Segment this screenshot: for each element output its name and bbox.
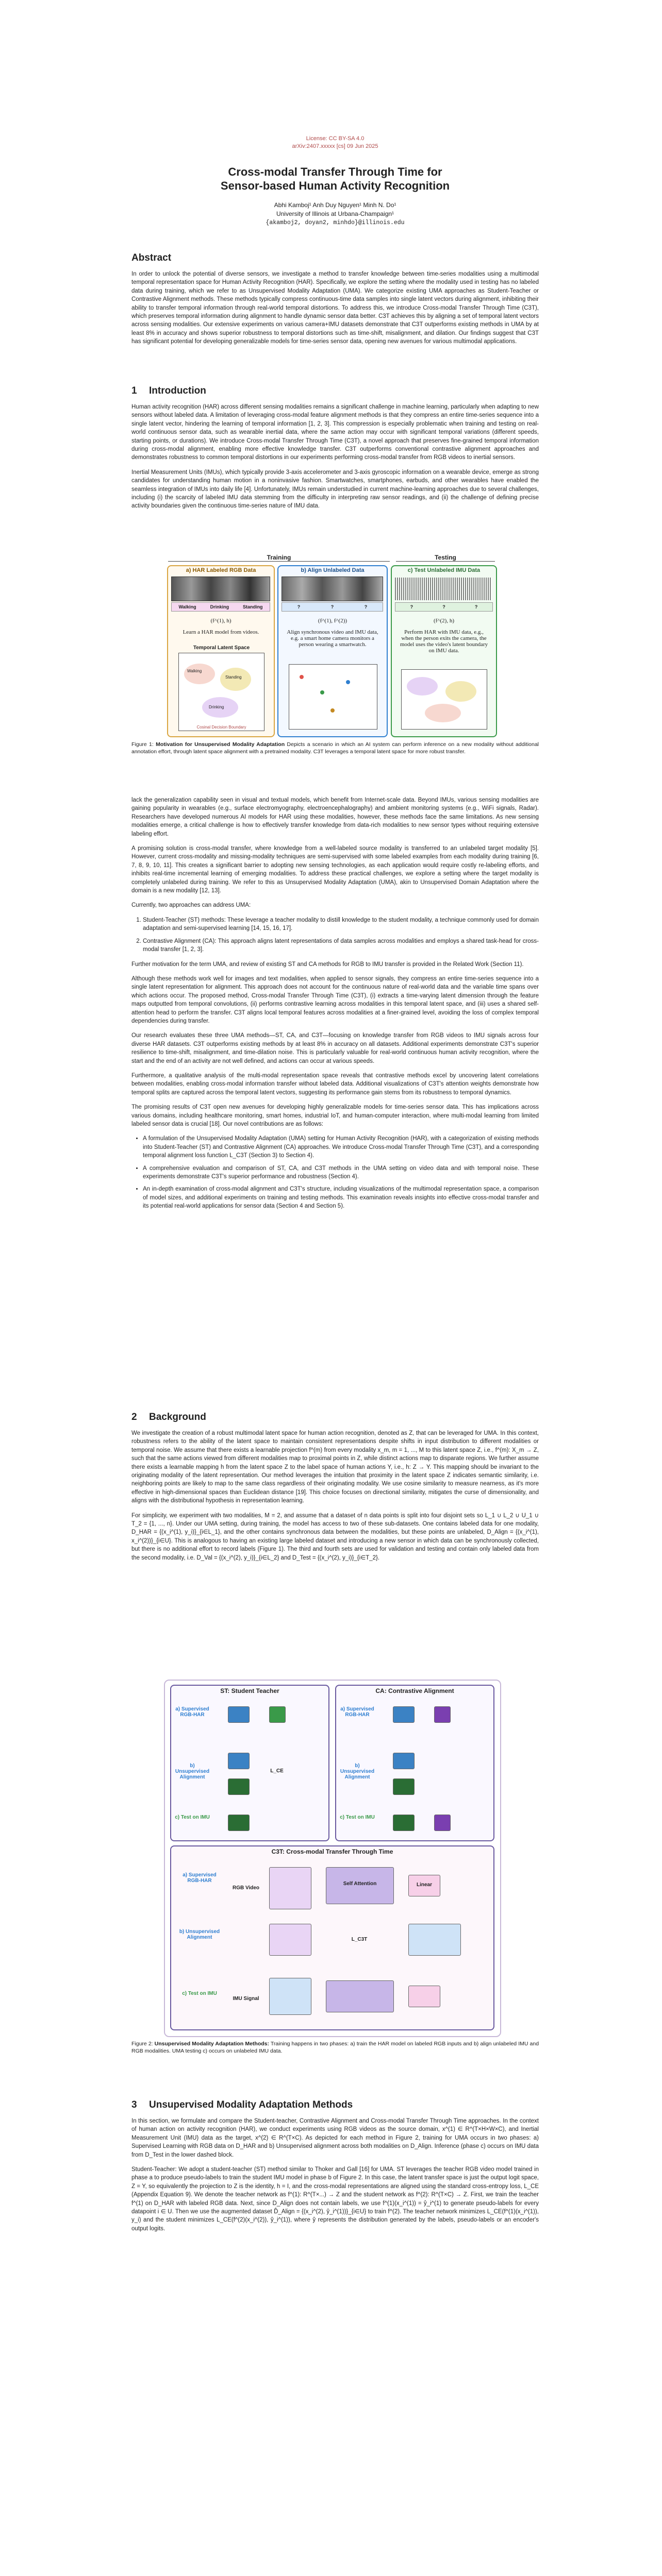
c3t-attention-label: Self Attention <box>343 1881 377 1887</box>
uma-section <box>131 2099 539 2239</box>
contributions-list <box>131 1134 539 1210</box>
c3t-panel <box>170 1845 494 2030</box>
uma-heading-text: Unsupervised Modality Adaptation Methods <box>149 2099 353 2110</box>
ca-title: CA: Contrastive Alignment <box>375 1687 454 1694</box>
c3t-title: C3T: Cross-modal Transfer Through Time <box>271 1848 393 1855</box>
paper-title-line1: Cross-modal Transfer Through Time for <box>228 165 442 178</box>
figure-1 <box>164 554 499 739</box>
abstract-section <box>131 252 539 352</box>
fig1-caption-rest: Depicts a scenario in which an AI system can perform inference on a new modality without additional annotation effort, through latent space alignment with a pretrained modality. C3T leverages a temporal latent space for more robust transfer. <box>131 741 539 755</box>
ca-imu-branch <box>393 1778 415 1795</box>
approaches-list <box>131 916 539 954</box>
label-a-drinking: Drinking <box>210 604 229 609</box>
st-student <box>228 1778 250 1795</box>
aligned-video-strip <box>282 577 383 601</box>
intro-paragraph-9: Furthermore, a qualitative analysis of the multi-modal representation space reveals that contrastive methods excel by uncovering latent correlations between modalities, enabling cross-modal information transfer without labeled data. Additional visualizations of C3T's attention weights demonstrate how temporal splits are captured across the temporal latent vectors, suggesting its performance gain stems from its robustness to temporal dynamics. <box>131 1072 539 1096</box>
label-a-walking: Walking <box>178 604 196 609</box>
intro-paragraph-1: Human activity recognition (HAR) across different sensing modalities remains a significant challenge in machine learning, particularly when adapting to new sensors without labeled data. A limitation of leveraging cross-modal feature alignment methods is that they compress an entire time-series sequence into a single latent vector, hindering the learning of temporal information [1, 2, 3]. This compression is especially problematic when training and testing on real-world continuous sensor data, such as wearable inertial data, where the same action may occur with significant temporal variations (different speeds, starting points, or durations). We introduce Cross-modal Transfer Through Time (C3T), a novel approach that preserves fine-grained temporal information during cross-modal alignment, enabling more effective knowledge transfer. C3T outperforms conventional contrastive alignment approaches and demonstrates robustness to common temporal distortions in our experiments performing cross-modal transfer from RGB videos to inertial sensors. <box>131 404 539 461</box>
st-head-a <box>269 1706 286 1723</box>
st-panel <box>170 1685 329 1841</box>
paper-title-line2: Sensor-based Human Activity Recognition <box>220 179 450 192</box>
test-cluster-1 <box>407 677 438 696</box>
training-label: Training <box>168 554 390 562</box>
c3t-attention-a <box>326 1867 394 1904</box>
intro-paragraph-8: Our research evaluates these three UMA methods—ST, CA, and C3T—focusing on knowledge transfer from RGB videos to IMU signals across four diverse HAR datasets. C3T outperforms existing methods by at least 8% in accuracy on all datasets. Additional experiments demonstrate C3T's superior resilience to time-shift, misalignment, and time-dilation noise. This is particularly valuable for real-world continuous human activity recognition, where the start and the end of an activity are not well defined, and actions can occur at various speeds. <box>131 1032 539 1064</box>
point-1 <box>300 675 304 679</box>
title-block <box>131 165 539 227</box>
affiliation: University of Illinois at Urbana-Champaign¹ <box>276 210 394 217</box>
st-phase-c: c) Test on IMU <box>175 1815 210 1820</box>
st-phase-a: a) Supervised RGB-HAR <box>175 1706 209 1718</box>
test-space-box <box>401 669 487 730</box>
c3t-imu-branch <box>408 1924 461 1956</box>
math-c: (f^(2), h) <box>434 618 454 624</box>
c3t-rgb-branch <box>269 1924 311 1956</box>
c3t-rgb-encoder <box>269 1867 311 1909</box>
contribution-1: • A formulation of the Unsupervised Modality Adaptation (UMA) setting for Human Activity Recognition (HAR), with a categorization of existing methods into Student-Teacher (ST) and Contrastive Alignment (CA) approaches. We introduce Cross-modal Transfer Through Time (C3T), and a corresponding temporal alignment loss function L_C3T (Section 3) to Section 4). <box>143 1134 539 1160</box>
st-loss: L_CE <box>270 1768 284 1774</box>
point-4 <box>330 708 335 713</box>
text-c: Perform HAR with IMU data, e.g., when the person exits the camera, the model uses the video's latent boundary on IMU data. <box>400 629 488 654</box>
label-a-standing: Standing <box>243 604 263 609</box>
label-c-3: ? <box>474 604 478 609</box>
label-b-2: ? <box>330 604 334 609</box>
label-c-2: ? <box>442 604 445 609</box>
st-phase-b: b) Unsupervised Alignment <box>175 1763 210 1780</box>
c3t-phase-b: b) Unsupervised Alignment <box>179 1929 220 1940</box>
fig2-caption-bold: Unsupervised Modality Adaptation Methods: <box>154 2041 269 2047</box>
c3t-attention-c <box>326 1980 394 2012</box>
license-link[interactable]: License: CC BY-SA 4.0 <box>306 135 365 142</box>
c3t-linear-a <box>408 1875 440 1896</box>
math-a: (f^(1), h) <box>210 618 231 624</box>
labels-row-c <box>395 602 493 612</box>
fig2-caption-label: Figure 2: <box>131 2041 153 2047</box>
approach-ca: 2. Contrastive Alignment (CA): This approach aligns latent representations of data samples across modalities and employs a shared task-head for cross-modal transfer [1, 2, 3]. <box>143 937 539 954</box>
point-2 <box>320 690 324 694</box>
latent-class-drinking: Drinking <box>209 705 224 709</box>
latent-class-standing: Standing <box>225 675 242 680</box>
labels-row-a <box>171 602 270 612</box>
fig1-caption-label: Figure 1: <box>131 741 154 748</box>
c3t-phase-c: c) Test on IMU <box>182 1991 217 1996</box>
labels-row-b <box>282 602 383 612</box>
panel-b <box>277 565 388 737</box>
contribution-2: • A comprehensive evaluation and comparison of ST, CA, and C3T methods in the UMA setting on video data and with temporal noise. These experiments demonstrate C3T's superior performance and robustness (Section 4). <box>143 1164 539 1181</box>
ca-rgb-branch <box>393 1753 415 1769</box>
figure-2-caption <box>131 2040 539 2055</box>
figure-2 <box>164 1680 501 2037</box>
align-space-box <box>289 664 377 730</box>
label-b-1: ? <box>297 604 301 609</box>
background-section <box>131 1412 539 1568</box>
label-b-3: ? <box>364 604 368 609</box>
fig2-caption-rest: Training happens in two phases: a) train the HAR model on labeled RGB inputs and b) align unlabeled IMU and RGB modalities. UMA testing c) occurs on unlabeled IMU data. <box>131 2041 539 2054</box>
cluster-walking <box>184 664 215 684</box>
background-paragraph-2: For simplicity, we experiment with two modalities, M = 2, and assume that a dataset of n data points is split into four disjoint sets so L_1 ∪ L_2 ∪ U_1 ∪ T_2 = {1, ..., n}. Under our UMA setting, during training, the model has access to two of these sub-datasets. One contains labeled data for one modality, D_HAR = {(x_i^(1), y_i)}_{i∈L_1}, and the other contains synchronous data between the modalities, but these points are unlabeled, D_Align = {(x_i^(1), x_i^(2))}_{i∈U}. This is analogous to having an existing large labeled dataset and introducing a new sensor in which data can be synchronously collected, but there is no additional effort to record labels (Figure 1). The third and fourth sets are used for validation and testing and contain only labeled data from the second modality, i.e. D_Val = {(x_i^(2), y_i)}_{i∈L_2} and D_Test = {(x_i^(2), y_i)}_{i∈T_2}. <box>131 1512 539 1561</box>
st-test-encoder <box>228 1815 250 1831</box>
c3t-linear-label: Linear <box>416 1882 432 1888</box>
ca-phase-c: c) Test on IMU <box>340 1815 375 1820</box>
uma-heading <box>131 2099 539 2111</box>
latent-space-box <box>178 645 264 731</box>
bg-heading-text: Background <box>149 1412 206 1422</box>
ca-head-a <box>434 1706 451 1723</box>
ca-phase-b: b) Unsupervised Alignment <box>340 1763 375 1780</box>
st-title: ST: Student Teacher <box>220 1687 279 1694</box>
rgb-video-strip <box>171 577 270 601</box>
c3t-imu-encoder <box>269 1978 311 2015</box>
latent-footer: Cosinal Decision Boundary <box>196 725 246 730</box>
label-c-1: ? <box>410 604 413 609</box>
panel-a-title: a) HAR Labeled RGB Data <box>186 567 256 573</box>
fig1-caption-bold: Motivation for Unsupervised Modality Adaptation <box>156 741 285 748</box>
intro-paragraph-7: Although these methods work well for images and text modalities, when applied to sensor signals, they compress an entire time-series sequence into a single latent representation for alignment. This approach does not account for the continuous nature of real-world data and the variable time spans over which actions occur. The proposed method, Cross-modal Transfer Through Time (C3T), (i) extracts a time-varying latent dimension through the feature maps outputted from temporal convolutions, (ii) performs contrastive learning across modalities in this temporal latent space, and (iii) uses a shared self-attention head to perform the transfer. C3T aligns local temporal features across modalities at a finer-grained level, avoiding the loss of complex temporal dependencies during transfer. <box>131 975 539 1024</box>
test-cluster-2 <box>445 681 476 702</box>
c3t-imu-label: IMU Signal <box>233 1996 259 2002</box>
ca-rgb-encoder <box>393 1706 415 1723</box>
intro-heading-text: Introduction <box>149 385 206 396</box>
intro-paragraph-2: Inertial Measurement Units (IMUs), which typically provide 3-axis accelerometer and 3-axis gyroscopic information on a wearable device, emerge as strong candidates for understanding human motion in a noninvasive fashion. Smartwatches, smartphones, earbuds, and other wearables have enabled the seamless integration of IMUs into daily life [4]. Unfortunately, IMUs remain understudied in current machine-learning approaches due to several challenges, including (i) the scarcity of labeled IMU data stemming from the difficulty in interpreting raw sensor readings, and (ii) the challenge of defining precise activity boundaries given the continuous time-series nature of IMU data. <box>131 469 539 510</box>
bg-heading-number: 2 <box>131 1412 137 1422</box>
author-emails: {akamboj2, doyan2, minhdo}@illinois.edu <box>266 219 405 226</box>
approach-st: 1. Student-Teacher (ST) methods: These leverage a teacher modality to distill knowledge to the student modality, a technique commonly used for domain adaptation and semi-supervised learning [14, 15, 16, 17]. <box>143 916 539 933</box>
abstract-text: In order to unlock the potential of diverse sensors, we investigate a method to transfer knowledge between time-series modalities using a multimodal temporal representation space for Human Activity Recognition (HAR). Specifically, we explore the setting where the modality used in testing has no labeled data during training, which we refer to as Unsupervised Modality Adaptation (UMA). We categorize existing UMA approaches as Student-Teacher or Contrastive Alignment methods. These methods typically compress continuous-time data samples into single latent vectors during alignment, inhibiting their ability to transfer temporal information through real-world temporal distortions. To address this, we introduce Cross-modal Transfer Through Time (C3T), which preserves temporal information during alignment to handle dynamic sensor data better. C3T achieves this by aligning a set of temporal latent vectors across sensing modalities. Our extensive experiments on various camera+IMU datasets demonstrate that C3T outperforms existing methods in UMA by at least 8% in accuracy and shows superior robustness to temporal distortions such as time-shift, misalignment, and dilation. Our findings suggest that C3T has significant potential for developing generalizable models for time-series sensor data, opening new avenues for various multimodal applications. <box>131 271 539 345</box>
intro-paragraph-4: A promising solution is cross-modal transfer, where knowledge from a well-labeled source modality is transferred to an unlabeled target modality [5]. However, current cross-modality and missing-modality techniques are semi-supervised with some labeled examples from each modality during training [6, 7, 8, 9, 10, 11]. This creates a significant barrier to adopting new sensing technologies, as each application would require costly re-labeling efforts, and inhibits real-time incremental learning of emerging modalities. To address these practical challenges, we explore a setting where the target modality is completely unlabeled during training. We refer to this as Unsupervised Modality Adaptation (UMA), akin to Unsupervised Domain Adaptation where the domain is a new modality [12, 13]. <box>131 845 539 894</box>
uma-paragraph-2: Student-Teacher: We adopt a student-teacher (ST) method similar to Thoker and Gall [16] for UMA. ST leverages the teacher RGB video model trained in phase a to produce pseudo-labels to train the student IMU model in phase b of Figure 2. In this case, the latent transfer space is just the output logit space, Z = Y, so equivalently the projection to Z is the identity, h = I, and the cross-modal representations are aligned using the standard cross-entropy loss, L_CE (Appendix Equation 9). We denote the teacher network as f^(1): R^(T×...) → Z and the student network as f^(2): R^(T×C) → Z. First, we train the teacher f^(1) on D_HAR with labeled RGB data. Next, since D_Align does not contain labels, we use f^(1)(x_i^(1)) = ŷ_i^(1) to generate pseudo-labels for every datapoint i ∈ U. Then we use the augmented dataset D̂_Align = {(x_i^(2), ŷ_i^(1))}_{i∈U} to train f^(2). The teacher network minimizes L_CE(f^(1)(x_i^(1)), y_i) and the student minimizes L_CE(f^(2)(x_i^(2)), ŷ_i^(1)), where ŷ represents the distribution generated by the labels, pseudo-labels or an encoder's output logits. <box>131 2166 539 2232</box>
arxiv-header <box>131 135 539 150</box>
c3t-loss: L_C3T <box>351 1937 368 1942</box>
background-heading <box>131 1412 539 1423</box>
latent-space-title: Temporal Latent Space <box>193 645 250 651</box>
figure-1-caption <box>131 741 539 755</box>
intro-paragraph-6: Further motivation for the term UMA, and review of existing ST and CA methods for RGB to IMU transfer is provided in the Related Work (Section 11). <box>131 961 524 968</box>
intro-heading-number: 1 <box>131 385 137 396</box>
point-3 <box>346 680 350 684</box>
st-teacher <box>228 1753 250 1769</box>
intro-paragraph-10: The promising results of C3T open new avenues for developing highly generalizable models for time-series sensor data. This has implications across various domains, including healthcare monitoring, smart homes, industrial IoT, and human-computer interaction, where multi-modal learning from limited labeled sensor data is crucial [18]. Our novel contributions are as follows: <box>131 1104 539 1127</box>
test-cluster-3 <box>425 704 461 722</box>
testing-label: Testing <box>396 554 495 562</box>
intro-continued <box>131 796 539 1217</box>
abstract-heading: Abstract <box>131 252 172 263</box>
ca-panel <box>335 1685 494 1841</box>
intro-heading <box>131 385 539 397</box>
author-list: Abhi Kamboj¹ Anh Duy Nguyen¹ Minh N. Do¹ <box>274 201 396 209</box>
panel-b-title: b) Align Unlabeled Data <box>301 567 365 573</box>
ca-test-encoder <box>393 1815 415 1831</box>
uma-heading-number: 3 <box>131 2099 137 2110</box>
panel-c-title: c) Test Unlabeled IMU Data <box>407 567 481 573</box>
ca-phase-a: a) Supervised RGB-HAR <box>340 1706 374 1718</box>
latent-class-walking: Walking <box>187 669 202 673</box>
st-rgb-encoder <box>228 1706 250 1723</box>
text-a: Learn a HAR model from videos. <box>183 629 259 635</box>
intro-paragraph-3: lack the generalization capability seen in visual and textual models, which benefit from Internet-scale data. Beyond IMUs, various sensing modalities are gaining popularity in wearables (e.g., surface electromyography, electroencephalography) and ambient monitoring systems (e.g., WiFi signals, Radar). Researchers have developed numerous AI models for HAR using these modalities, however, these methods face the same limitations. As new sensing modalities emerge, a critical challenge is how to effectively transfer knowledge from data-rich modalities to new sensor types without requiring extensive labeling effort. <box>131 797 539 837</box>
c3t-rgb-label: RGB Video <box>232 1885 260 1891</box>
panel-c <box>391 565 497 737</box>
panel-a <box>167 565 275 737</box>
arxiv-id-link[interactable]: arXiv:2407.xxxxx [cs] 09 Jun 2025 <box>292 143 378 149</box>
background-paragraph-1: We investigate the creation of a robust multimodal latent space for human action recognition, denoted as Z, that can be leveraged for UMA. In this context, robustness refers to the ability of the latent space to maintain consistent representations despite shifts in input distribution to different modalities or temporal noise. We assume that there exists a learnable projection f^(m) from every modality x_m, m = 1, ..., M to this latent space Z, i.e., f^(m): X_m → Z, such that the same actions viewed from different modalities map to proximal points in Z, while distinct actions map to disparate regions. We further assume there exists a learnable mapping h from the latent space Z to the label space of human actions Y, i.e., h: Z → Y. This mapping should be invariant to the originating modality of the latent representation. Our method leverages the intuition that proximity in the latent space Z indicates semantic similarity, i.e. neighboring points are likely to map to the same class regardless of their originating modality. We use cosine similarity to measure nearness, as it's more effective in high-dimensional spaces than Euclidean distance [19]. This choice focuses on directional similarity, mitigates the curse of dimensionality, and aligns with the distributional hypothesis in representation learning. <box>131 1430 539 1504</box>
contribution-3: • An in-depth examination of cross-modal alignment and C3T's structure, including visualizations of the multimodal representation space, a comparison of model sizes, and additional experiments on training and testing methods. This examination reveals insights into effective cross-modal transfer and its potential real-world applications for sensor data (Section 4 and Section 5). <box>143 1185 539 1210</box>
intro-paragraph-5: Currently, two approaches can address UMA: <box>131 902 251 909</box>
uma-paragraph-1: In this section, we formulate and compare the Student-teacher, Contrastive Alignment and Cross-modal Transfer Through Time approaches. In the context of human action on activity recognition (HAR), we conduct experiments using RGB videos as the source domain, x^(1) ∈ R^(T×H×W×C), and Inertial Measurement Unit (IMU) data as the target, x^(2) ∈ R^(T×C). As depicted for each method in Figure 2, training for UMA occurs in two phases: a) Supervised Learning with RGB data on D_HAR and b) Unsupervised alignment across both modalities on D_Align. Inference (phase c) occurs on IMU data from D_Test in the lower dashed block. <box>131 2118 539 2158</box>
math-b: (f^(1), f^(2)) <box>318 618 347 624</box>
c3t-phase-a: a) Supervised RGB-HAR <box>183 1872 217 1884</box>
text-b: Align synchronous video and IMU data, e.g. a smart home camera monitors a person wearing a smartwatch. <box>287 629 378 648</box>
imu-signal-strip <box>395 578 492 600</box>
intro-section <box>131 385 539 517</box>
ca-test-head <box>434 1815 451 1831</box>
c3t-linear-c <box>408 1986 440 2007</box>
